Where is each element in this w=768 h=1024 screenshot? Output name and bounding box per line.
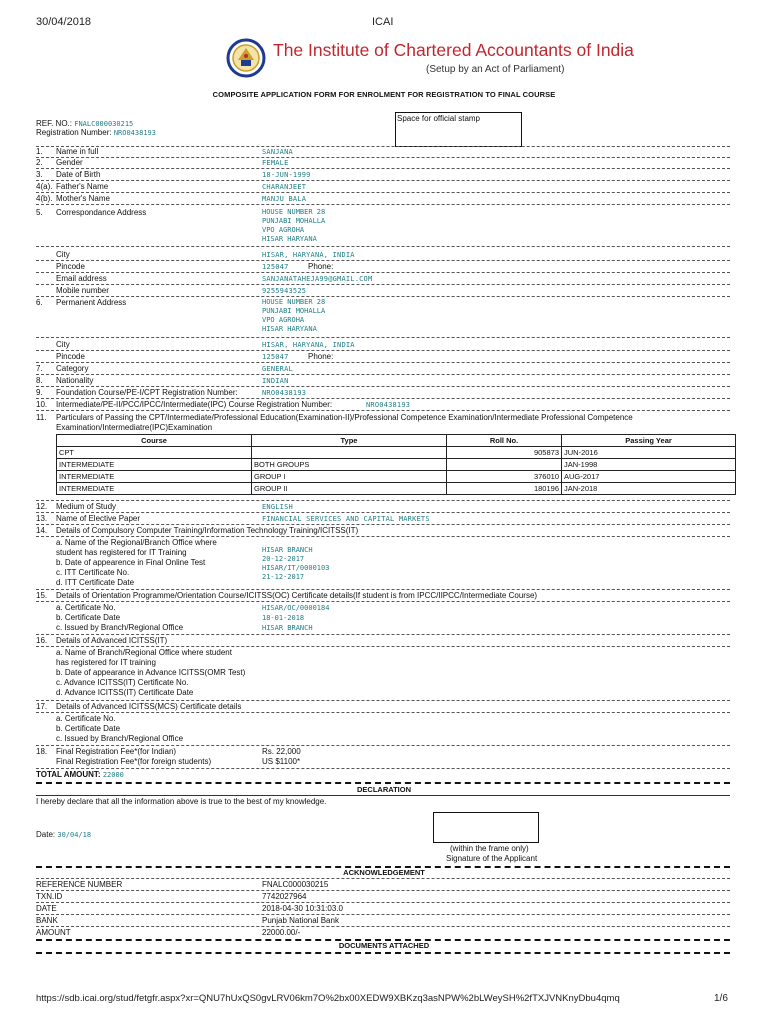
divider [36, 350, 730, 351]
field-value: NRO0438193 [366, 401, 411, 409]
declaration-text: I hereby declare that all the information above is true to the best of my knowledge. [36, 797, 327, 806]
sub-label: d. ITT Certificate Date [56, 578, 135, 587]
ref-value: FNALC000030215 [74, 120, 134, 128]
divider [36, 952, 730, 954]
field-num: 4(a). [36, 182, 53, 191]
field-perm-city [36, 340, 730, 350]
divider [36, 410, 730, 411]
documents-title: DOCUMENTS ATTACHED [338, 941, 430, 950]
institute-subtitle: (Setup by an Act of Parliament) [426, 64, 565, 75]
field-medium [36, 502, 730, 512]
address-line: HISAR HARYANA [262, 235, 317, 243]
table-header-row [57, 435, 736, 447]
sub-label: c. ITT Certificate No. [56, 568, 130, 577]
field-value: HISAR, HARYANA, INDIA [262, 341, 355, 349]
divider [36, 524, 730, 525]
sub-label: has registered for IT training [56, 658, 156, 667]
field-value: GENERAL [262, 365, 293, 373]
divider [36, 337, 730, 338]
field-value: HISAR BRANCH [262, 546, 313, 554]
table-cell: GROUP II [252, 483, 447, 495]
column-header: Type [252, 435, 447, 447]
field-corr-address [36, 208, 730, 218]
ack-key: BANK [36, 916, 58, 925]
table-cell [447, 459, 562, 471]
column-header: Course [57, 435, 252, 447]
total-label: TOTAL AMOUNT: [36, 770, 101, 779]
divider [36, 296, 730, 297]
field-num: 8. [36, 376, 43, 385]
it-training-sublabels [56, 538, 217, 588]
field-num: 4(b). [36, 194, 53, 203]
field-label: Final Registration Fee*(for foreign students) [56, 757, 212, 766]
field-advanced-it [36, 636, 730, 646]
icai-emblem-icon [226, 38, 266, 78]
address-line: PUNJABI MOHALLA [262, 217, 326, 225]
field-label: Pincode [56, 262, 85, 271]
ack-value: 22000.00/- [262, 928, 301, 937]
it-training-values [262, 546, 329, 582]
divider [36, 362, 730, 363]
registration-number [36, 128, 156, 137]
field-value: HISAR/OC/0000184 [262, 604, 330, 612]
table-cell [252, 447, 447, 459]
table-cell: 905873 [447, 447, 562, 459]
declaration-title: DECLARATION [356, 785, 412, 794]
corr-address-lines [262, 208, 325, 244]
field-value: FINANCIAL SERVICES AND CAPITAL MARKETS [262, 515, 430, 523]
divider [36, 386, 730, 387]
field-label: Father's Name [56, 182, 109, 191]
official-stamp-box [395, 112, 522, 147]
field-value: INDIAN [262, 377, 289, 385]
sub-label: d. Advance ICITSS(IT) Certificate Date [56, 688, 194, 697]
field-nationality [36, 376, 730, 386]
table-cell: INTERMEDIATE [57, 471, 252, 483]
table-row [57, 471, 736, 483]
field-num: 13. [36, 514, 48, 523]
table-cell: BOTH GROUPS [252, 459, 447, 471]
divider [36, 168, 730, 169]
field-label: Name in full [56, 147, 99, 156]
address-line: HOUSE NUMBER 28 [262, 208, 326, 216]
total-amount [36, 770, 730, 780]
field-label: Final Registration Fee*(for Indian) [56, 747, 177, 756]
field-value: 20-12-2017 [262, 555, 305, 563]
field-mother [36, 194, 730, 204]
divider [36, 700, 730, 701]
field-num: 12. [36, 502, 48, 511]
table-row [57, 459, 736, 471]
field-label: Details of Orientation Programme/Orientation Course/ICITSS(OC) Certificate details(If student is from IPCC/IIPCC/Intermediate Course) [56, 591, 538, 600]
field-label: Email address [56, 274, 107, 283]
fee-value: Rs. 22,000 [262, 747, 301, 756]
divider [36, 500, 730, 501]
phone-label: Phone: [308, 262, 334, 271]
divider [36, 795, 730, 796]
field-foundation-reg [36, 388, 730, 398]
ack-value: 2018-04-30 10:31:03.0 [262, 904, 343, 913]
divider [36, 180, 730, 181]
declaration-date [36, 830, 91, 839]
field-num: 17. [36, 702, 48, 711]
field-num: 16. [36, 636, 48, 645]
ack-key: DATE [36, 904, 57, 913]
column-header: Roll No. [447, 435, 562, 447]
field-corr-pincode [36, 262, 730, 272]
sub-label: a. Certificate No. [56, 714, 116, 723]
field-num: 14. [36, 526, 48, 535]
divider [36, 204, 730, 205]
divider [36, 374, 730, 375]
sub-label: a. Name of Branch/Regional Office where student [56, 648, 232, 657]
sub-label: student has registered for IT Training [56, 548, 187, 557]
field-label: Mobile number [56, 286, 109, 295]
field-corr-city [36, 250, 730, 260]
field-elective [36, 514, 730, 524]
orientation-sublabels [56, 603, 183, 633]
divider [36, 634, 730, 635]
table-cell: 180196 [447, 483, 562, 495]
divider [36, 246, 730, 247]
address-line: HOUSE NUMBER 28 [262, 298, 326, 306]
table-cell: JUN-2016 [562, 447, 736, 459]
field-value: SANJANATAHEJA99@GMAIL.COM [262, 275, 373, 283]
field-value: 18-JUN-1999 [262, 171, 311, 179]
address-line: HISAR HARYANA [262, 325, 317, 333]
field-value: CHARANJEET [262, 183, 307, 191]
field-gender [36, 158, 730, 168]
passing-table [56, 434, 736, 495]
divider [36, 646, 730, 647]
field-label: Permanent Address [56, 298, 127, 307]
table-cell: 376010 [447, 471, 562, 483]
total-value: 22000 [102, 771, 124, 779]
sub-label: c. Issued by Branch/Regional Office [56, 734, 184, 743]
field-num: 5. [36, 208, 43, 217]
advanced-it-sublabels [56, 648, 245, 698]
sub-label: b. Certificate Date [56, 613, 121, 622]
divider [36, 782, 730, 784]
ack-title: ACKNOWLEDGEMENT [343, 868, 425, 877]
perm-address-lines [262, 298, 325, 334]
address-line: VPO AGROHA [262, 226, 305, 234]
signature-label: Signature of the Applicant [446, 854, 538, 863]
field-value: SANJANA [262, 148, 293, 156]
field-num: 15. [36, 591, 48, 600]
field-label: Date of Birth [56, 170, 101, 179]
divider [36, 272, 730, 273]
print-title: ICAI [372, 16, 394, 28]
ack-key: AMOUNT [36, 928, 71, 937]
sub-label: b. Certificate Date [56, 724, 121, 733]
field-label: Intermediate/PE-II/PCC/IPCC/Intermediate(IPC) Course Registration Number: [56, 400, 333, 409]
field-fee-indian [36, 747, 730, 757]
field-label: City [56, 250, 70, 259]
field-label: Particulars of Passing the CPT/Intermediate/Professional Education(Examination-II)/Professional Competence Examination/Intermediate Professional Competence Examination/Intermediatre(IPC)Examination [56, 413, 633, 432]
field-perm-pincode [36, 352, 730, 362]
table-cell: INTERMEDIATE [57, 459, 252, 471]
ack-value: FNALC000030215 [262, 880, 329, 889]
ack-row [36, 879, 730, 890]
field-dob [36, 170, 730, 180]
field-value: 21-12-2017 [262, 573, 305, 581]
field-label: Name of Elective Paper [56, 514, 141, 523]
advanced-mcs-sublabels [56, 714, 183, 744]
divider [36, 589, 730, 590]
field-value: HISAR/IT/0000103 [262, 564, 330, 572]
phone-label: Phone: [308, 352, 334, 361]
divider [36, 192, 730, 193]
field-num: 1. [36, 147, 43, 156]
divider [36, 745, 730, 746]
field-label: Mother's Name [56, 194, 110, 203]
ack-row [36, 903, 730, 914]
field-label: Correspondance Address [56, 208, 147, 217]
ack-key: TXN.ID [36, 892, 63, 901]
date-value: 30/04/18 [57, 831, 92, 839]
divider [36, 398, 730, 399]
table-row [57, 447, 736, 459]
orientation-values [262, 603, 329, 633]
page-number: 1/6 [714, 993, 728, 1004]
ref-label: REF. NO.: [36, 119, 73, 128]
table-cell: AUG-2017 [562, 471, 736, 483]
signature-frame [433, 812, 539, 843]
sub-label: c. Advance ICITSS(IT) Certificate No. [56, 678, 189, 687]
sub-label: b. Date of appearence in Final Online Test [56, 558, 206, 567]
table-cell: CPT [57, 447, 252, 459]
table-cell: JAN-1998 [562, 459, 736, 471]
divider [36, 601, 730, 602]
divider [36, 512, 730, 513]
form-title: COMPOSITE APPLICATION FORM FOR ENROLMENT FOR REGISTRATION TO FINAL COURSE [212, 90, 556, 99]
field-value: NRO0438193 [262, 389, 307, 397]
ack-value: Punjab National Bank [262, 916, 339, 925]
field-num: 2. [36, 158, 43, 167]
column-header: Passing Year [562, 435, 736, 447]
field-num: 10. [36, 400, 48, 409]
field-label: Foundation Course/PE-I/CPT Registration Number: [56, 388, 238, 397]
field-passing-particulars [36, 413, 730, 433]
reg-label: Registration Number: [36, 128, 112, 137]
field-name [36, 147, 730, 157]
field-value: 125047 [262, 263, 289, 271]
field-value: ENGLISH [262, 503, 293, 511]
divider [36, 260, 730, 261]
field-label: Details of Advanced ICITSS(MCS) Certificate details [56, 702, 242, 711]
address-line: PUNJABI MOHALLA [262, 307, 326, 315]
field-num: 6. [36, 298, 43, 307]
ack-row [36, 927, 730, 938]
ack-row [36, 915, 730, 926]
page-url: https://sdb.icai.org/stud/fetgfr.aspx?xr=QNU7hUxQS0gvLRV06km7O%2bx00XEDW9XBKzq3asNPW%2bLWeySH%2fTXJVNKnyDbu4qmq [36, 993, 620, 1004]
field-label: City [56, 340, 70, 349]
sub-label: a. Name of the Regional/Branch Office where [56, 538, 217, 547]
field-label: Gender [56, 158, 83, 167]
field-value: FEMALE [262, 159, 289, 167]
field-mobile [36, 286, 730, 296]
date-label: Date: [36, 830, 56, 839]
field-label: Details of Compulsory Computer Training/Information Technology Training/ICITSS(IT) [56, 526, 359, 535]
field-value: 9255943525 [262, 287, 307, 295]
field-num: 11. [36, 413, 47, 422]
table-cell: INTERMEDIATE [57, 483, 252, 495]
print-date: 30/04/2018 [36, 16, 92, 28]
field-value: 125047 [262, 353, 289, 361]
table-cell: GROUP I [252, 471, 447, 483]
field-intermediate-reg [36, 400, 730, 410]
frame-note: (within the frame only) [450, 844, 529, 853]
field-advanced-mcs [36, 702, 730, 712]
stamp-label: Space for official stamp [397, 114, 481, 123]
sub-label: c. Issued by Branch/Regional Office [56, 623, 184, 632]
field-value: HISAR BRANCH [262, 624, 313, 632]
divider [36, 768, 730, 769]
ack-row [36, 891, 730, 902]
field-value: MANJU BALA [262, 195, 307, 203]
field-it-training [36, 526, 730, 536]
field-email [36, 274, 730, 284]
field-perm-address [36, 298, 730, 308]
field-num: 7. [36, 364, 43, 373]
field-label: Pincode [56, 352, 85, 361]
reg-value: NRO0438193 [113, 129, 156, 137]
divider [36, 712, 730, 713]
divider [36, 284, 730, 285]
address-line: VPO AGROHA [262, 316, 305, 324]
ack-key: REFERENCE NUMBER [36, 880, 123, 889]
field-father [36, 182, 730, 192]
table-cell: JAN-2018 [562, 483, 736, 495]
field-num: 18. [36, 747, 48, 756]
institute-title: The Institute of Chartered Accountants of India [273, 40, 634, 60]
field-fee-foreign [36, 757, 730, 767]
sub-label: a. Certificate No. [56, 603, 116, 612]
field-category [36, 364, 730, 374]
field-label: Medium of Study [56, 502, 117, 511]
field-label: Nationality [56, 376, 94, 385]
field-num: 9. [36, 388, 43, 397]
table-row [57, 483, 736, 495]
field-orientation [36, 591, 730, 601]
field-value: HISAR, HARYANA, INDIA [262, 251, 355, 259]
divider [36, 536, 730, 537]
field-label: Category [56, 364, 89, 373]
sub-label: b. Date of appearance in Advance ICITSS(OMR Test) [56, 668, 246, 677]
field-value: 18-01-2018 [262, 614, 305, 622]
field-label: Details of Advanced ICITSS(IT) [56, 636, 168, 645]
ref-number [36, 119, 133, 128]
fee-value: US $1100* [262, 757, 301, 766]
ack-value: 7742027964 [262, 892, 307, 901]
field-num: 3. [36, 170, 43, 179]
